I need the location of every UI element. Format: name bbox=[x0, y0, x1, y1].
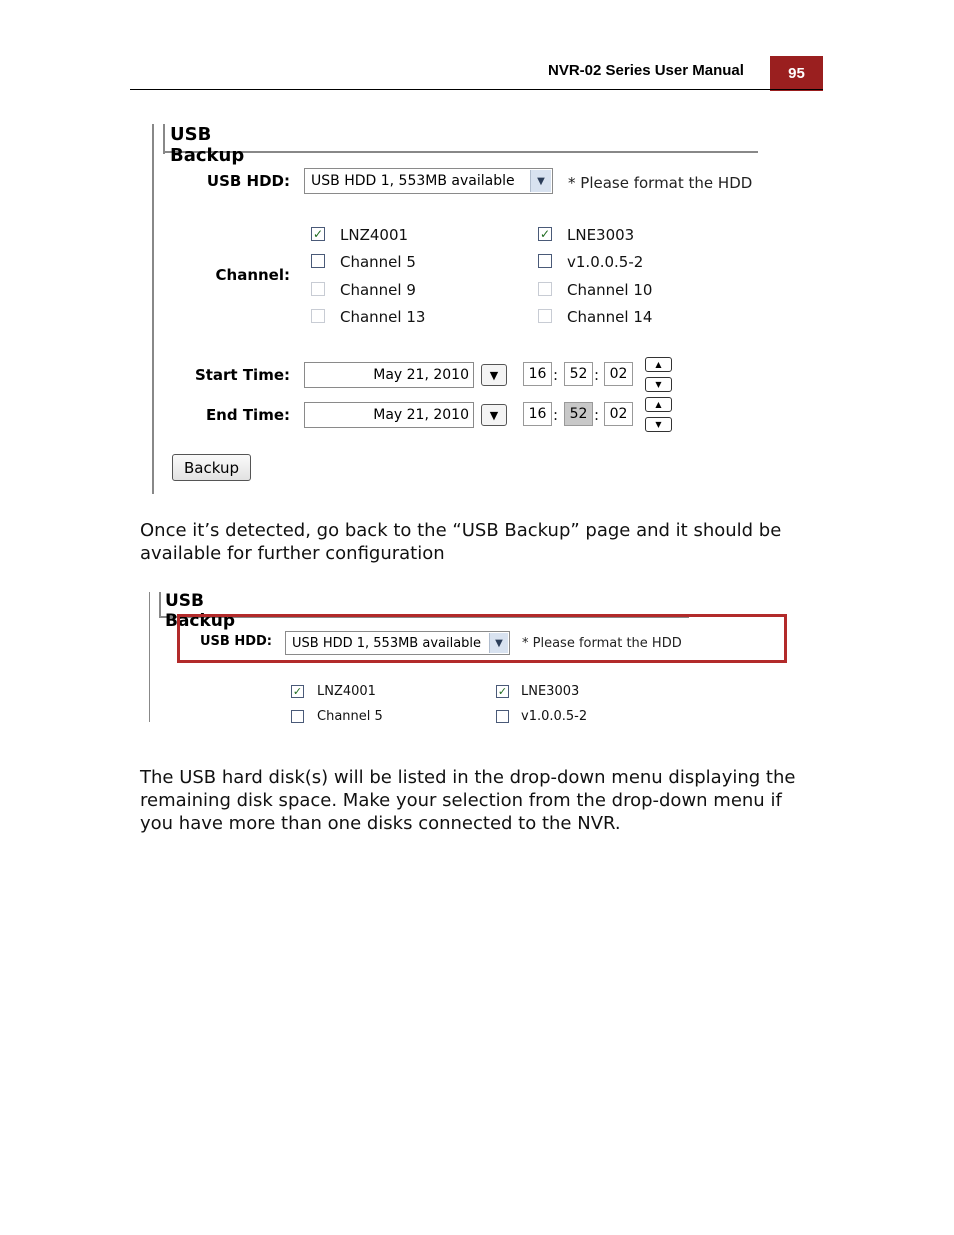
channel-checkbox-channel-5[interactable] bbox=[311, 254, 325, 268]
panel-border-left bbox=[152, 124, 154, 494]
usb-hdd-label: USB HDD: bbox=[206, 172, 290, 190]
end-time-up-icon[interactable]: ▲ bbox=[645, 397, 672, 412]
usb-hdd-select[interactable] bbox=[304, 168, 553, 194]
start-hour-field[interactable]: 16 bbox=[523, 362, 552, 386]
channel-name: Channel 5 bbox=[317, 709, 383, 724]
channel-checkbox-lne3003[interactable]: ✓ bbox=[539, 227, 551, 241]
channel-checkbox-channel-10[interactable] bbox=[538, 282, 552, 296]
start-date-dropdown-icon[interactable]: ▼ bbox=[481, 364, 507, 386]
channel-name: LNE3003 bbox=[521, 684, 580, 699]
heading-border-left bbox=[159, 592, 161, 618]
usb-hdd-select[interactable] bbox=[285, 631, 510, 655]
channel-name: Channel 5 bbox=[340, 253, 416, 271]
start-time-label: Start Time: bbox=[194, 366, 290, 384]
usb-hdd-label: USB HDD: bbox=[199, 634, 272, 649]
channel-name: LNZ4001 bbox=[317, 684, 376, 699]
start-time-up-icon[interactable]: ▲ bbox=[645, 357, 672, 372]
instruction-paragraph-1: Once it’s detected, go back to the “USB Backup” page and it should be available for further configuration bbox=[140, 520, 782, 564]
channel-checkbox-lnz4001[interactable]: ✓ bbox=[312, 227, 324, 241]
instruction-paragraph-2: The USB hard disk(s) will be listed in the drop-down menu displaying the remaining disk space. Make your selection from the drop-down menu if you have more than one disks connected to the NVR. bbox=[140, 767, 796, 834]
page-number: 95 bbox=[770, 56, 823, 91]
format-note: * Please format the HDD bbox=[568, 174, 753, 192]
channel-name: LNZ4001 bbox=[340, 226, 409, 244]
end-date-field[interactable]: May 21, 2010 bbox=[304, 402, 474, 428]
channel-name: Channel 13 bbox=[340, 308, 426, 326]
channel-checkbox-lne3003[interactable]: ✓ bbox=[497, 685, 508, 698]
time-separator: : bbox=[553, 366, 559, 384]
channel-checkbox-channel-5[interactable] bbox=[291, 710, 304, 723]
channel-checkbox-lnz4001[interactable]: ✓ bbox=[292, 685, 303, 698]
time-separator: : bbox=[594, 366, 600, 384]
heading-border-left bbox=[163, 124, 165, 154]
chevron-down-icon[interactable]: ▼ bbox=[530, 170, 551, 192]
channel-checkbox-v1005-2[interactable] bbox=[496, 710, 509, 723]
channel-checkbox-channel-14[interactable] bbox=[538, 309, 552, 323]
header-divider bbox=[130, 89, 823, 90]
channel-label: Channel: bbox=[215, 266, 290, 284]
end-second-field[interactable]: 02 bbox=[604, 402, 633, 426]
time-separator: : bbox=[553, 406, 559, 424]
start-time-down-icon[interactable]: ▼ bbox=[645, 377, 672, 392]
channel-name: v1.0.0.5-2 bbox=[521, 709, 588, 724]
channel-checkbox-channel-13[interactable] bbox=[311, 309, 325, 323]
manual-title: NVR-02 Series User Manual bbox=[548, 62, 744, 79]
end-hour-field[interactable]: 16 bbox=[523, 402, 552, 426]
chevron-down-icon[interactable]: ▼ bbox=[489, 633, 508, 653]
heading-underline bbox=[163, 151, 758, 153]
channel-name: Channel 9 bbox=[340, 281, 416, 299]
usb-hdd-selected-value: USB HDD 1, 553MB available bbox=[292, 635, 482, 651]
panel-heading: USB Backup bbox=[165, 591, 236, 631]
channel-checkbox-v1005-2[interactable] bbox=[538, 254, 552, 268]
panel-border-left bbox=[149, 592, 150, 722]
channel-name: Channel 14 bbox=[567, 308, 653, 326]
end-date-dropdown-icon[interactable]: ▼ bbox=[481, 404, 507, 426]
channel-name: LNE3003 bbox=[567, 226, 635, 244]
channel-name: v1.0.0.5-2 bbox=[567, 253, 644, 271]
backup-button[interactable]: Backup bbox=[172, 454, 251, 481]
channel-checkbox-channel-9[interactable] bbox=[311, 282, 325, 296]
time-separator: : bbox=[594, 406, 600, 424]
start-minute-field[interactable]: 52 bbox=[564, 362, 593, 386]
end-time-label: End Time: bbox=[205, 406, 290, 424]
start-second-field[interactable]: 02 bbox=[604, 362, 633, 386]
channel-name: Channel 10 bbox=[567, 281, 653, 299]
start-date-field[interactable]: May 21, 2010 bbox=[304, 362, 474, 388]
end-time-down-icon[interactable]: ▼ bbox=[645, 417, 672, 432]
format-note: * Please format the HDD bbox=[522, 636, 682, 651]
end-minute-field[interactable]: 52 bbox=[564, 402, 593, 426]
panel-heading: USB Backup bbox=[170, 124, 245, 166]
usb-hdd-selected-value: USB HDD 1, 553MB available bbox=[311, 173, 515, 189]
